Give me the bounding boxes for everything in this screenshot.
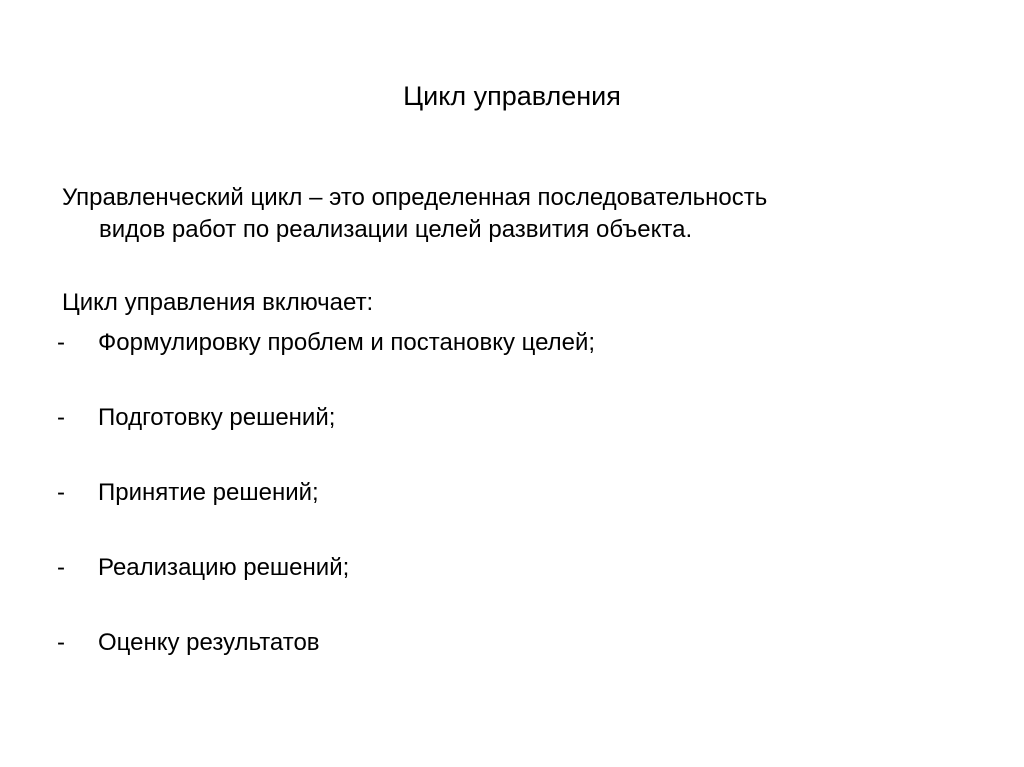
definition-line-1: Управленческий цикл – это определенная последовательность: [62, 184, 768, 211]
definition-paragraph: [62, 182, 962, 246]
bullet-dash: -: [57, 629, 65, 656]
list-item-text: Подготовку решений;: [98, 404, 336, 431]
list-item: [57, 627, 320, 659]
list-item: [57, 477, 319, 509]
list-item-text: Формулировку проблем и постановку целей;: [98, 329, 596, 356]
list-item-text: Оценку результатов: [98, 629, 320, 656]
list-item-text: Принятие решений;: [98, 479, 319, 506]
bullet-dash: -: [57, 329, 65, 356]
bullet-dash: -: [57, 404, 65, 431]
list-item: [57, 402, 335, 434]
definition-line-2: видов работ по реализации целей развития объекта.: [99, 216, 693, 243]
list-intro: Цикл управления включает:: [62, 289, 374, 316]
list-item-text: Реализацию решений;: [98, 554, 350, 581]
bullet-dash: -: [57, 479, 65, 506]
bullet-dash: -: [57, 554, 65, 581]
list-item: [57, 327, 595, 359]
list-item: [57, 552, 349, 584]
slide-title: Цикл управления: [403, 81, 621, 111]
